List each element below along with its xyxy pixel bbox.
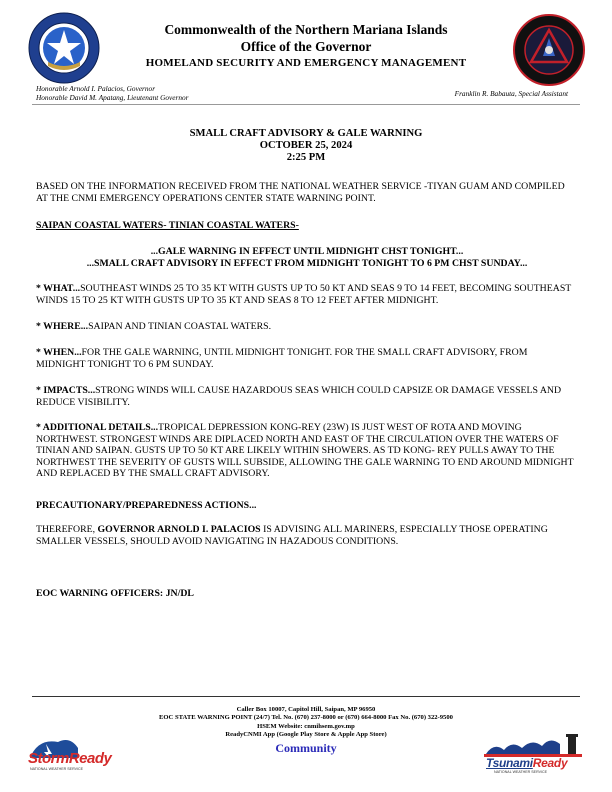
details-label: * ADDITIONAL DETAILS... (36, 422, 159, 433)
therefore-paragraph (36, 524, 578, 547)
homeland-security-seal-logo (513, 14, 585, 86)
intro-paragraph: BASED ON THE INFORMATION RECEIVED FROM THE NATIONAL WEATHER SERVICE -TIYAN GUAM AND COMPILED AT THE CNMI EMERGENCY OPERATIONS CENTER STATE WARNING POINT. (36, 181, 565, 204)
therefore-prefix: THEREFORE, (36, 524, 98, 535)
community-label: Community (275, 741, 337, 755)
stormready-subtext: NATIONAL WEATHER SERVICE (30, 767, 83, 771)
footer-app: ReadyCNMI App (Google Play Store & Apple App Store) (225, 730, 387, 738)
tsunamiready-logo (484, 732, 584, 776)
therefore-suffix: IS ADVISING ALL MARINERS, ESPECIALLY THOSE OPERATING SMALLER VESSELS, SHOULD AVOID NAVIGATING IN HAZADOUS CONDITIONS. (36, 524, 548, 547)
precaution-heading: PRECAUTIONARY/PREPAREDNESS ACTIONS... (36, 500, 257, 511)
where-paragraph (36, 321, 578, 333)
when-paragraph (36, 347, 578, 370)
impacts-text: STRONG WINDS WILL CAUSE HAZARDOUS SEAS WHICH COULD CAPSIZE OR DAMAGE VESSELS AND REDUCE VISIBILITY. (36, 385, 562, 408)
stormready-logo (28, 736, 128, 776)
what-text: SOUTHEAST WINDS 25 TO 35 KT WITH GUSTS UP TO 50 KT AND SEAS 9 TO 14 FEET, BECOMING SOUTHEAST WINDS 15 TO 25 KT WITH GUSTS UP TO 35 KT AND SEAS 8 TO 12 FEET AFTER MIDNIGHT. (36, 283, 572, 306)
details-text: TROPICAL DEPRESSION KONG-REY (23W) IS JUST WEST OF ROTA AND MOVING NORTHWEST. STRONGEST WINDS ARE DIPLACED NORTH AND EAST OF THE CIRCULATION OVER THE WATERS OF TINIAN AND SAIPAN. GUSTS UP TO 50 KT ARE LIKELY WITHIN SHOWERS. AS TD KONG- REY PULLS AWAY TO THE NORTHWEST THE SEVERITY OF GUSTS WILL SUBSIDE, ALLOWING THE GALE WARNING TO END AROUND MIDNIGHT AND REPLACED BY THE SMALL CRAFT ADVISORY. (36, 422, 574, 480)
where-text: SAIPAN AND TINIAN COASTAL WATERS. (88, 321, 272, 332)
footer-divider (32, 696, 580, 697)
header-divider (32, 104, 580, 105)
header-line-2: Office of the Governor (240, 39, 372, 54)
details-paragraph (36, 422, 578, 480)
advisory-title: SMALL CRAFT ADVISORY & GALE WARNING (189, 128, 423, 139)
advisory-title-block (0, 128, 612, 164)
footer-address: Caller Box 10007, Capitol Hill, Saipan, MP 96950 (236, 706, 376, 713)
what-label: * WHAT... (36, 283, 81, 294)
headline-small-craft: ...SMALL CRAFT ADVISORY IN EFFECT FROM MIDNIGHT TONIGHT TO 6 PM CHST SUNDAY... (86, 258, 528, 269)
where-label: * WHERE... (36, 321, 89, 332)
governor-name: Honorable Arnold I. Palacios, Governor (36, 84, 156, 93)
zones-heading: SAIPAN COASTAL WATERS- TINIAN COASTAL WATERS- (36, 220, 299, 231)
lt-governor-name: Honorable David M. Apatang, Lieutenant Governor (36, 93, 189, 103)
special-assistant-name: Franklin R. Babauta, Special Assistant (454, 89, 568, 98)
what-paragraph (36, 283, 578, 306)
footer-website: HSEM Website: cnmihsem.gov.mp (257, 722, 355, 730)
headline-gale-warning: ...GALE WARNING IN EFFECT UNTIL MIDNIGHT CHST TONIGHT... (150, 246, 464, 257)
stormready-text: StormReady (28, 750, 112, 767)
officials-block (36, 84, 188, 102)
tsunamiready-subtext: NATIONAL WEATHER SERVICE (494, 770, 547, 774)
tsunami-word: Tsunami (486, 756, 533, 770)
header-line-1: Commonwealth of the Northern Mariana Islands (164, 22, 448, 37)
when-label: * WHEN... (36, 347, 82, 358)
ready-word: Ready (532, 756, 568, 770)
governor-highlight: GOVERNOR ARNOLD I. PALACIOS (97, 524, 261, 535)
cnmi-seal-logo (28, 12, 100, 84)
footer-phones: EOC STATE WARNING POINT (24/7) Tel. No. (670) 237-8000 or (670) 664-8000 Fax No. (670) 322-9500 (159, 714, 453, 722)
warning-officers: EOC WARNING OFFICERS: JN/DL (36, 588, 194, 599)
advisory-date: OCTOBER 25, 2024 (259, 140, 353, 151)
header-line-3: HOMELAND SECURITY AND EMERGENCY MANAGEMENT (145, 57, 467, 69)
tsunamiready-text (486, 756, 567, 770)
advisory-time: 2:25 PM (286, 152, 326, 163)
when-text: FOR THE GALE WARNING, UNTIL MIDNIGHT TONIGHT. FOR THE SMALL CRAFT ADVISORY, FROM MIDNIGHT TONIGHT TO 6 PM SUNDAY. (36, 347, 528, 370)
impacts-paragraph (36, 385, 578, 408)
impacts-label: * IMPACTS... (36, 385, 96, 396)
